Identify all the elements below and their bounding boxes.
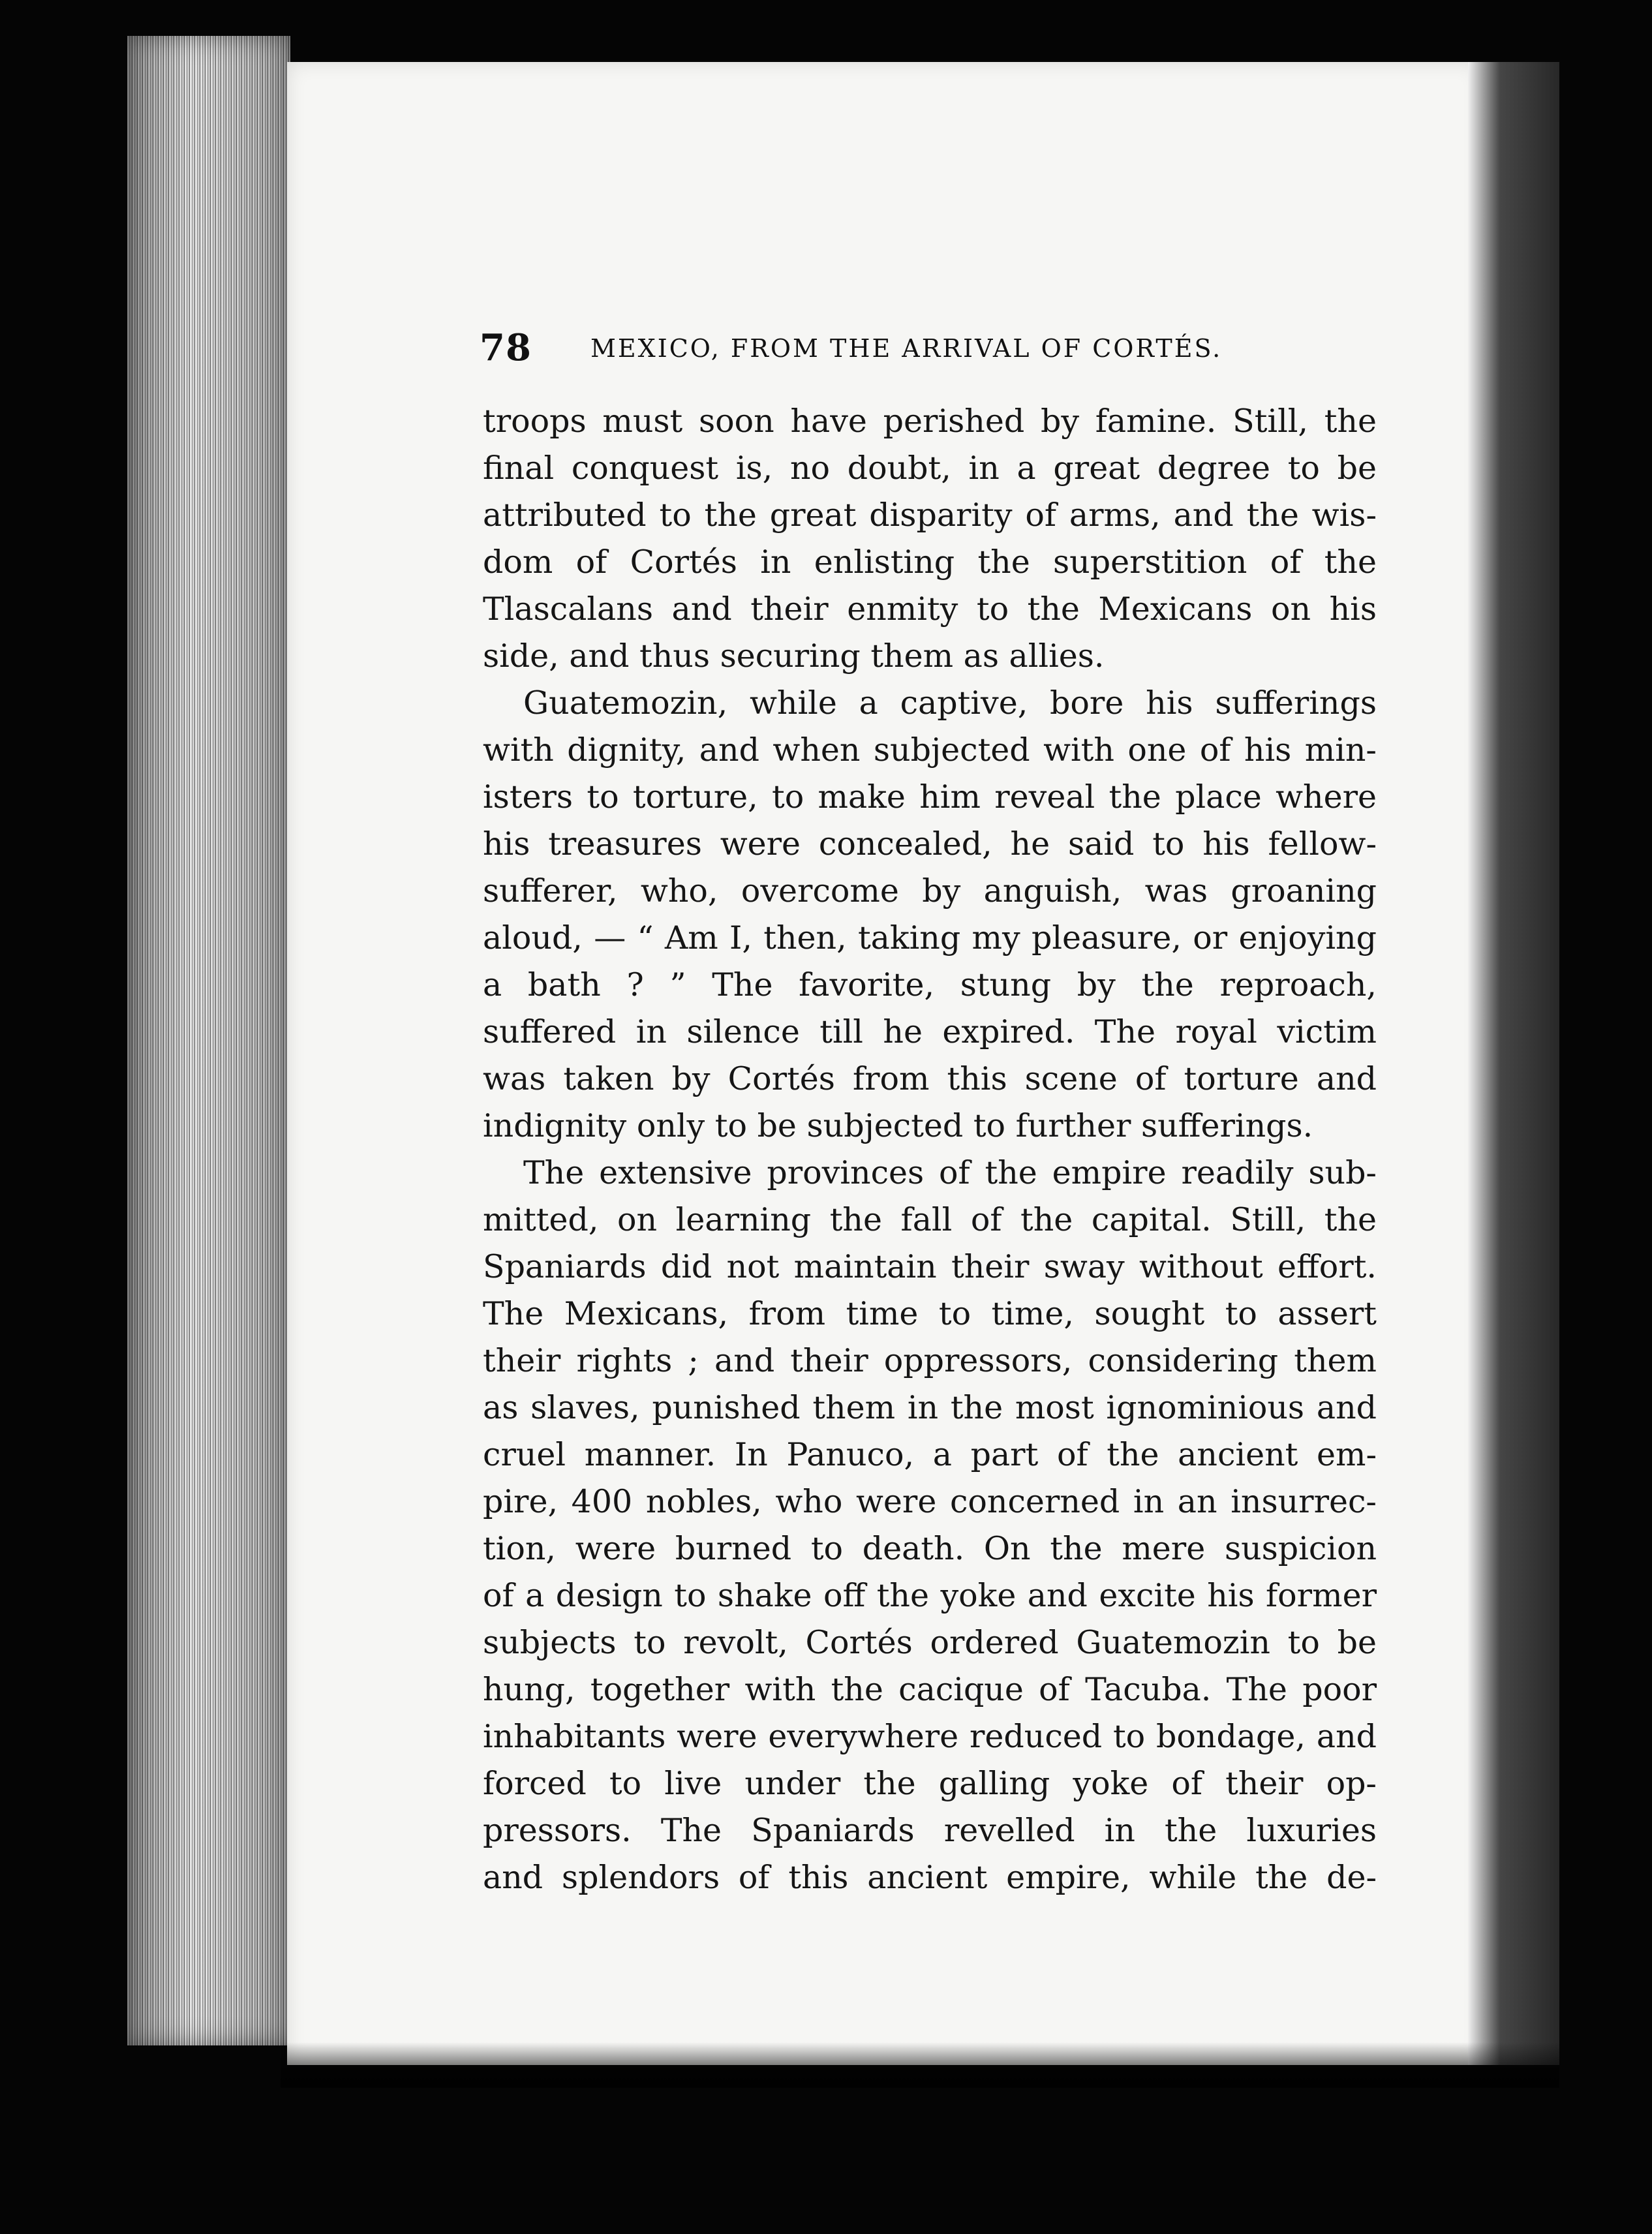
text-line: their rights ; and their oppressors, considering them	[483, 1342, 1377, 1379]
paragraph-2	[483, 680, 1377, 1150]
text-line: Guatemozin, while a captive, bore his sufferings	[523, 684, 1377, 722]
paragraph-1	[483, 398, 1377, 680]
text-line: inhabitants were everywhere reduced to bondage, and	[483, 1718, 1377, 1755]
text-line: with dignity, and when subjected with one of his min-	[483, 731, 1377, 769]
book-page-edges	[127, 36, 290, 2045]
text-line: troops must soon have perished by famine. Still, the	[483, 403, 1377, 440]
text-line: a bath ? ” The favorite, stung by the reproach,	[483, 966, 1377, 1003]
body-text	[483, 398, 1377, 1901]
text-line: dom of Cortés in enlisting the superstition of the	[483, 543, 1377, 581]
paragraph-3	[483, 1150, 1377, 1901]
text-line: was taken by Cortés from this scene of torture and	[483, 1060, 1377, 1097]
text-line: sufferer, who, overcome by anguish, was groaning	[483, 872, 1377, 910]
text-line: Tlascalans and their enmity to the Mexicans on his	[483, 590, 1377, 628]
text-line: his treasures were concealed, he said to his fellow-	[483, 825, 1377, 863]
book-gutter-shadow	[1468, 62, 1559, 2065]
text-line: mitted, on learning the fall of the capital. Still, the	[483, 1201, 1377, 1238]
running-head	[480, 326, 1393, 372]
running-title: MEXICO, FROM THE ARRIVAL OF CORTÉS.	[590, 334, 1223, 363]
page-number: 78	[480, 326, 532, 369]
text-line: of a design to shake off the yoke and excite his former	[483, 1577, 1377, 1614]
text-line: The extensive provinces of the empire readily sub-	[523, 1154, 1377, 1191]
text-line: cruel manner. In Panuco, a part of the ancient em-	[483, 1436, 1377, 1473]
text-line: pire, 400 nobles, who were concerned in an insurrec-	[483, 1483, 1377, 1520]
text-line: side, and thus securing them as allies.	[483, 637, 1105, 675]
text-line: attributed to the great disparity of arms, and the wis-	[483, 497, 1377, 534]
text-line: Spaniards did not maintain their sway without effort.	[483, 1248, 1377, 1285]
text-line: aloud, — “ Am I, then, taking my pleasure, or enjoying	[483, 919, 1377, 956]
text-line: tion, were burned to death. On the mere suspicion	[483, 1530, 1377, 1567]
text-line: final conquest is, no doubt, in a great degree to be	[483, 450, 1377, 487]
text-line: subjects to revolt, Cortés ordered Guatemozin to be	[483, 1624, 1377, 1661]
text-line: hung, together with the cacique of Tacuba. The poor	[483, 1671, 1377, 1708]
text-line: and splendors of this ancient empire, while the de-	[483, 1859, 1377, 1896]
text-line: pressors. The Spaniards revelled in the luxuries	[483, 1812, 1377, 1849]
text-line: The Mexicans, from time to time, sought to assert	[483, 1295, 1377, 1332]
text-line: suffered in silence till he expired. The royal victim	[483, 1013, 1377, 1050]
text-line: as slaves, punished them in the most ignominious and	[483, 1389, 1377, 1426]
book-bottom-shadow	[281, 2042, 1559, 2088]
text-line: forced to live under the galling yoke of their op-	[483, 1765, 1377, 1802]
text-line: indignity only to be subjected to further sufferings.	[483, 1107, 1313, 1144]
text-line: isters to torture, to make him reveal the place where	[483, 778, 1377, 816]
